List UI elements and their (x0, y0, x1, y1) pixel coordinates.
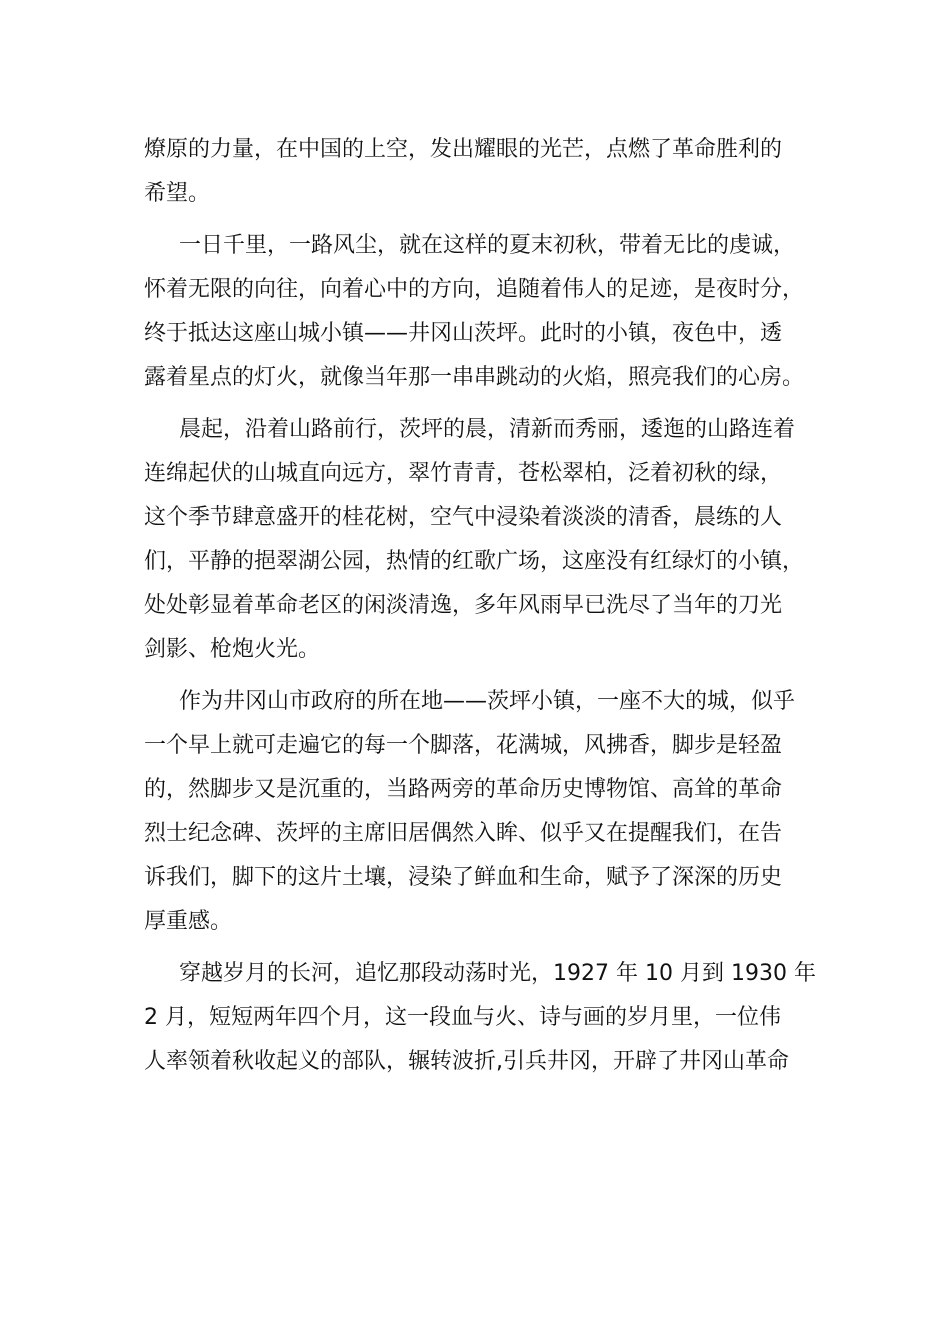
text-line: 怀着无限的向往，向着心中的方向，追随着伟人的足迹，是夜时分， (144, 277, 805, 302)
text-line: 烈士纪念碑、茨坪的主席旧居偶然入眸、似乎又在提醒我们，在告 (144, 821, 783, 846)
text-line: 诉我们，脚下的这片土壤，浸染了鲜血和生命，赋予了深深的历史 (144, 865, 783, 890)
text-line: 处处彰显着革命老区的闲淡清逸，多年风雨早已洗尽了当年的刀光 (144, 593, 783, 618)
text-line: 的，然脚步又是沉重的，当路两旁的革命历史博物馆、高耸的革命 (144, 777, 783, 802)
text-line: 露着星点的灯火，就像当年那一串串跳动的火焰，照亮我们的心房。 (144, 365, 805, 390)
text-line: 2 月，短短两年四个月，这一段血与火、诗与画的岁月里，一位伟 (144, 1005, 781, 1030)
text-line: 晨起，沿着山路前行，茨坪的晨，清新而秀丽，逶迤的山路连着 (179, 417, 796, 442)
text-line: 燎原的力量，在中国的上空，发出耀眼的光芒，点燃了革命胜利的 (144, 137, 783, 162)
text-line: 作为井冈山市政府的所在地——茨坪小镇，一座不大的城，似乎 (179, 689, 796, 714)
paragraph-5 (144, 952, 816, 1084)
text-line: 人率领着秋收起义的部队，辗转波折,引兵井冈，开辟了井冈山革命 (144, 1049, 789, 1074)
paragraph-4 (144, 680, 816, 944)
text-line: 穿越岁月的长河，追忆那段动荡时光，1927 年 10 月到 1930 年 (179, 961, 816, 986)
paragraph-2 (144, 224, 816, 400)
paragraph-1 (144, 128, 816, 216)
text-line: 连绵起伏的山城直向远方，翠竹青青，苍松翠柏，泛着初秋的绿， (144, 461, 783, 486)
paragraph-3 (144, 408, 816, 672)
text-line: 们，平静的挹翠湖公园，热情的红歌广场，这座没有红绿灯的小镇， (144, 549, 805, 574)
text-line: 一日千里，一路风尘，就在这样的夏末初秋，带着无比的虔诚， (179, 233, 796, 258)
text-line: 这个季节肆意盛开的桂花树，空气中浸染着淡淡的清香，晨练的人 (144, 505, 783, 530)
text-line: 剑影、枪炮火光。 (144, 637, 321, 662)
text-line: 厚重感。 (144, 909, 233, 934)
text-line: 希望。 (144, 181, 211, 206)
article-body (144, 128, 816, 1084)
text-line: 一个早上就可走遍它的每一个脚落，花满城，风拂香，脚步是轻盈 (144, 733, 783, 758)
text-line: 终于抵达这座山城小镇——井冈山茨坪。此时的小镇，夜色中，透 (144, 321, 783, 346)
